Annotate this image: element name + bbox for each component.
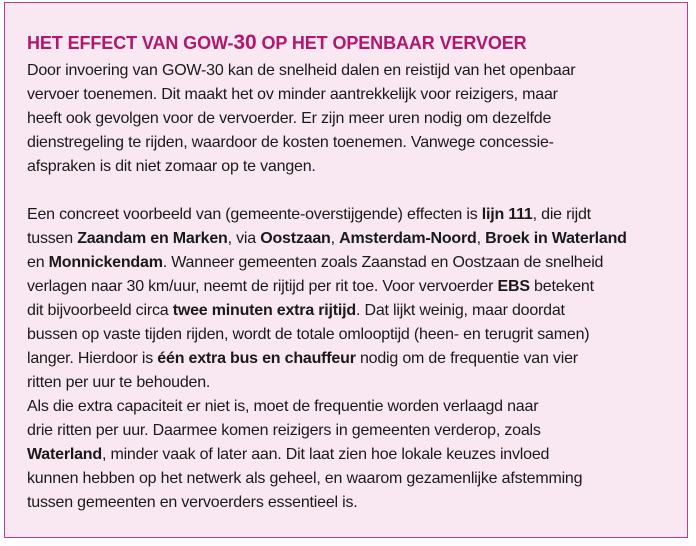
text-segment: , via <box>227 230 261 247</box>
text-segment: verlagen naar 30 km/uur, neemt de rijtijd per rit toe. Voor vervoerder <box>27 278 498 295</box>
text-segment: , <box>476 230 486 247</box>
text-segment: nodig om de frequentie van vier <box>355 350 578 367</box>
text-line <box>27 251 627 275</box>
text-segment: betekent <box>529 278 594 295</box>
text-line <box>27 323 627 347</box>
text-segment: dit bijvoorbeeld circa <box>27 302 173 319</box>
text-line <box>27 443 582 467</box>
text-segment: Als die extra capaciteit er niet is, moet de frequentie worden verlaagd naar <box>27 398 539 415</box>
bold-text: EBS <box>497 278 530 295</box>
text-line <box>27 155 575 179</box>
bold-text: Broek in Waterland <box>485 230 627 247</box>
text-segment: afspraken is dit niet zomaar op te vangen. <box>27 158 316 175</box>
text-segment: kunnen hebben op het netwerk als geheel, en waarom gezamenlijke afstemming <box>27 470 583 487</box>
bold-text: Waterland <box>27 446 102 463</box>
paragraph-conclusion <box>27 395 582 515</box>
text-segment: , minder vaak of later aan. Dit laat zien hoe lokale keuzes invloed <box>101 446 550 463</box>
bold-text: één extra bus en chauffeur <box>157 350 356 367</box>
paragraph-intro <box>27 59 575 179</box>
text-segment: en <box>27 254 49 271</box>
text-segment: langer. Hierdoor is <box>27 350 158 367</box>
text-segment: tussen <box>27 230 78 247</box>
title-text: HET EFFECT VAN GOW- <box>27 33 234 53</box>
title-number: 30 <box>233 31 257 54</box>
text-segment: drie ritten per uur. Daarmee komen reizigers in gemeenten verderop, zoals <box>27 422 541 439</box>
bold-text: twee minuten extra rijtijd <box>172 302 356 319</box>
text-line <box>27 347 627 371</box>
text-line <box>27 419 582 443</box>
text-line <box>27 203 627 227</box>
box-title <box>27 31 527 55</box>
text-line <box>27 83 575 107</box>
text-line <box>27 227 627 251</box>
text-line <box>27 59 575 83</box>
bold-text: Oostzaan <box>260 230 331 247</box>
text-segment: ritten per uur te behouden. <box>27 374 211 391</box>
text-line <box>27 107 575 131</box>
text-line <box>27 131 575 155</box>
text-line <box>27 395 582 419</box>
text-line <box>27 275 627 299</box>
paragraph-example <box>27 203 627 395</box>
text-segment: vervoer toenemen. Dit maakt het ov minder aantrekkelijk voor reizigers, maar <box>27 86 558 103</box>
bold-text: Monnickendam <box>48 254 163 271</box>
text-segment: , <box>330 230 340 247</box>
text-segment: , die rijdt <box>532 206 591 223</box>
text-line <box>27 371 627 395</box>
text-line <box>27 299 627 323</box>
text-segment: heeft ook gevolgen voor de vervoerder. Er zijn meer uren nodig om dezelfde <box>27 110 552 127</box>
bold-text: lijn 111 <box>481 206 533 223</box>
title-text-end: OP HET OPENBAAR VERVOER <box>256 33 527 53</box>
text-segment: Een concreet voorbeeld van (gemeente-overstijgende) effecten is <box>27 206 482 223</box>
bold-text: Zaandam en Marken <box>77 230 228 247</box>
text-segment: tussen gemeenten en vervoerders essentieel is. <box>27 494 358 511</box>
text-segment: . Wanneer gemeenten zoals Zaanstad en Oostzaan de snelheid <box>162 254 604 271</box>
text-line <box>27 467 582 491</box>
text-segment: . Dat lijkt weinig, maar doordat <box>356 302 565 319</box>
text-segment: bussen op vaste tijden rijden, wordt de totale omlooptijd (heen- en terugrit samen) <box>27 326 590 343</box>
text-segment: Door invoering van GOW-30 kan de snelheid dalen en reistijd van het openbaar <box>27 62 576 79</box>
text-segment: dienstregeling te rijden, waardoor de kosten toenemen. Vanwege concessie- <box>27 134 554 151</box>
info-box <box>4 2 688 538</box>
text-line <box>27 491 582 515</box>
bold-text: Amsterdam-Noord <box>339 230 477 247</box>
